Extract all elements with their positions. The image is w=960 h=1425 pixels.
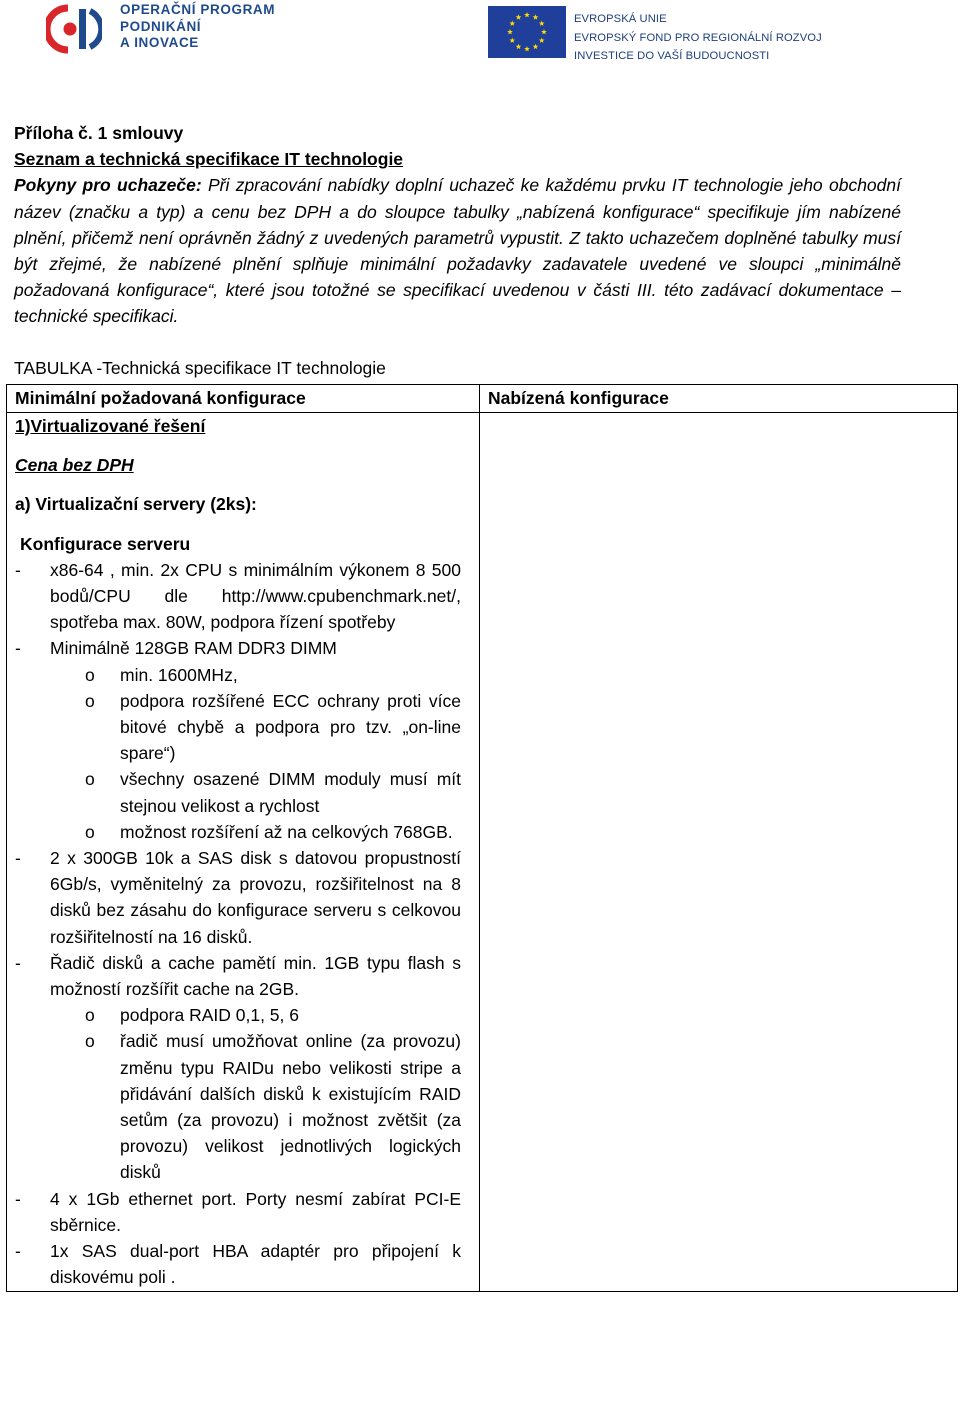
- offered-config-cell[interactable]: [479, 413, 957, 1292]
- instructions-paragraph: [14, 172, 901, 329]
- table-header-row: [7, 385, 958, 413]
- list-item: [15, 557, 461, 636]
- list-item-text: 2 x 300GB 10k a SAS disk s datovou propustností 6Gb/s, vyměnitelný za provozu, rozšiřitelnost na 8 disků bez zásahu do konfigurace serveru s celkovou rozšiřitelností na 16 disků.: [50, 848, 461, 947]
- op-pik-logo-icon: [46, 2, 102, 56]
- sub-list-item: o možnost rozšíření až na celkových 768GB.: [15, 819, 461, 845]
- attachment-label: Příloha č. 1 smlouvy: [14, 123, 184, 143]
- op-logo-line: PODNIKÁNÍ: [120, 18, 202, 34]
- sub-list-item: o všechny osazené DIMM moduly musí mít stejnou velikost a rychlost: [15, 766, 461, 818]
- sub-list-item: o podpora RAID 0,1, 5, 6: [15, 1002, 461, 1028]
- config-list: [15, 557, 461, 1291]
- list-item-text: Řadič disků a cache pamětí min. 1GB typu flash s možností rozšířit cache na 2GB.: [50, 952, 461, 1000]
- header-offered-config-label: Nabízená konfigurace: [487, 388, 669, 408]
- header-minimal-config: [7, 385, 480, 413]
- table-caption: TABULKA -Technická specifikace IT technologie: [14, 358, 386, 378]
- header-offered-config: [479, 385, 957, 413]
- table-row: [7, 413, 958, 1292]
- list-item-text: 1x SAS dual-port HBA adaptér pro připojení k diskovému poli .: [50, 1241, 461, 1288]
- list-item: [15, 845, 461, 950]
- list-item-text: 4 x 1Gb ethernet port. Porty nesmí zabírat PCI-E sběrnice.: [50, 1188, 461, 1235]
- eu-flag-icon: [488, 6, 566, 58]
- list-item: [15, 1186, 461, 1238]
- list-item-text: x86-64 , min. 2x CPU s minimálním výkonem 8 500 bodů/CPU dle http://www.cpubenchmark.net/, spotřeba max. 80W, podpora řízení spotřeby: [50, 559, 461, 633]
- page-header: [0, 0, 960, 80]
- list-item: [15, 635, 461, 845]
- sub-list: [50, 1002, 461, 1185]
- section-title: 1)Virtualizované řešení: [15, 416, 206, 436]
- list-item: [15, 1238, 461, 1290]
- instructions-text: Při zpracování nabídky doplní uchazeč ke každému prvku IT technologie jeho obchodní název (značku a typ) a cenu bez DPH a do sloupce tabulky „nabízená konfigurace“ specifikuje jím nabízené plnění, přičemž není oprávněn žádný z uvedených parametrů vypustit. Z takto uchazečem doplněné tabulky musí být zřejmé, že nabízené plnění splňuje minimální požadavky zadavatele uvedené ve sloupci „minimálně požadovaná konfigurace“, které jsou totožné se specifikací uvedenou v části III. této zadávací dokumentace – technické specifikaci.: [14, 175, 901, 327]
- eu-logo-line: EVROPSKÝ FOND PRO REGIONÁLNÍ ROZVOJ: [574, 31, 822, 44]
- specification-table: [6, 384, 958, 1292]
- list-item: [15, 950, 461, 1186]
- eu-logo-line: EVROPSKÁ UNIE: [574, 13, 667, 25]
- list-item-text: Minimálně 128GB RAM DDR3 DIMM: [50, 638, 337, 659]
- op-logo-line: A INOVACE: [120, 35, 199, 50]
- subsection-title: a) Virtualizační servery (2ks):: [15, 494, 257, 515]
- price-label: Cena bez DPH: [15, 455, 134, 476]
- document-title-text: Seznam a technická specifikace IT technologie: [14, 149, 404, 170]
- document-title: [14, 146, 901, 172]
- sub-list: [50, 662, 461, 845]
- sub-list-item: o min. 1600MHz,: [15, 662, 461, 688]
- op-logo-text: [120, 2, 275, 52]
- eu-logo-text: [574, 10, 822, 66]
- header-minimal-config-label: Minimální požadovaná konfigurace: [15, 388, 306, 408]
- attachment-title: [14, 120, 901, 146]
- minimal-config-cell: [7, 413, 480, 1292]
- config-heading: Konfigurace serveru: [20, 533, 191, 554]
- intro-block: [14, 120, 901, 330]
- sub-list-item: o řadič musí umožňovat online (za provozu) změnu typu RAIDu nebo velikosti stripe a přidávání dalších disků k existujícím RAID setům (za provozu) i možnost zvětšit (za provozu) velikost jednotlivých logických disků: [15, 1028, 461, 1185]
- sub-list-item: o podpora rozšířené ECC ochrany proti více bitové chybě a podpora pro tzv. „on-line spare“): [15, 688, 461, 767]
- op-logo-line: OPERAČNÍ PROGRAM: [120, 2, 276, 17]
- eu-logo-line: INVESTICE DO VAŠÍ BUDOUCNOSTI: [574, 50, 770, 62]
- instructions-label: Pokyny pro uchazeče:: [14, 175, 202, 196]
